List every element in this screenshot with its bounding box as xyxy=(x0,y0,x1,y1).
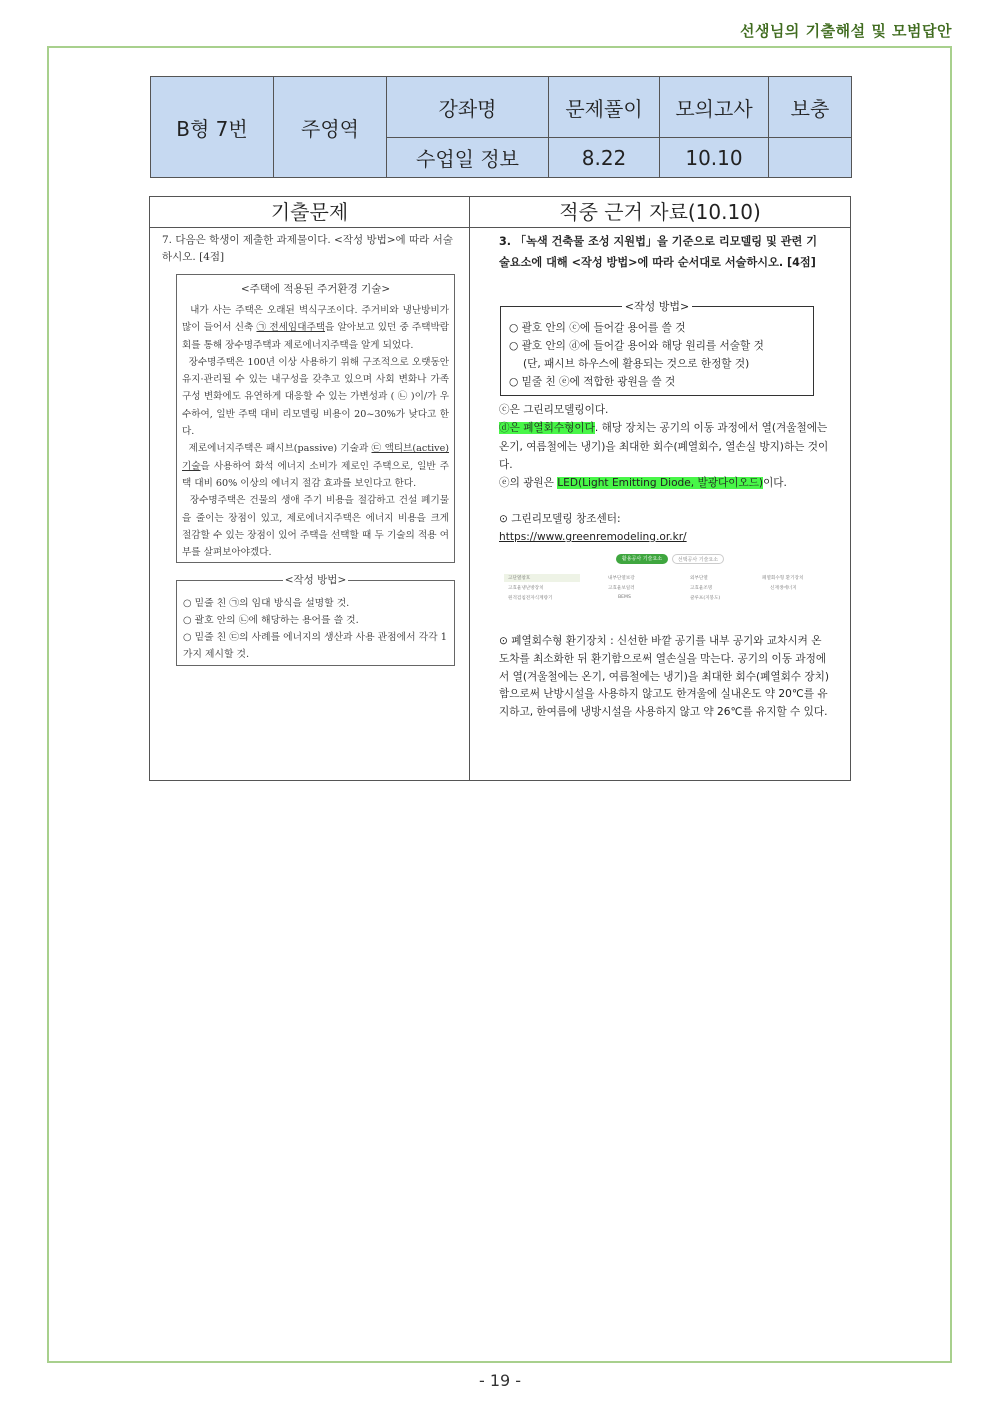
assignment-paragraph-1: 내가 사는 주택은 오래된 벽식구조이다. 주거비와 냉난방비가 많이 들어서 신축 ㉠ 전세임대주택을 알아보고 있던 중 주택박람회를 통해 장수명주택과 제로에너지주택을 알게 되었다. xyxy=(182,305,450,351)
assignment-body xyxy=(177,296,454,561)
material-method-item-2-note: (단, 패시브 하우스에 활용되는 것으로 한정할 것) xyxy=(523,358,750,370)
date-label-cell: 수업일 정보 xyxy=(387,138,549,178)
document-header-title: 선생님의 기출해설 및 모범답안 xyxy=(739,22,952,40)
material-method-title: <작성 방법> xyxy=(622,300,692,313)
page-number: - 19 - xyxy=(478,1371,522,1390)
column-divider xyxy=(469,197,470,780)
exam-method-title: <작성 방법> xyxy=(284,574,347,586)
exam-method-item-2: ○ 괄호 안의 ㉡에 해당하는 용어를 쓸 것. xyxy=(183,615,359,626)
material-method-item-2: ○ 괄호 안의 ⓓ에 들어갈 용어와 해당 원리를 서술할 것 xyxy=(509,340,764,352)
exam-question xyxy=(162,232,462,266)
material-header: 적중 근거 자료(10.10) xyxy=(559,200,761,224)
site-tab-optional[interactable]: 선택공사 기술요소 xyxy=(672,554,724,564)
material-method-item-3: ○ 밑줄 친 ⓔ에 적합한 광원을 쓸 것 xyxy=(509,376,676,388)
assignment-paragraph-3: 제로에너지주택은 패시브(passive) 기술과 ㉢ 액티브(active) 기술을 사용하여 화석 에너지 소비가 제로인 주택으로, 일반 주택 대비 60% 이상의 에너지 절감 효과를 보인다고 한다. xyxy=(182,443,449,489)
material-method-item-1: ○ 괄호 안의 ⓒ에 들어갈 용어를 쓸 것 xyxy=(509,322,686,334)
date3-cell xyxy=(769,138,852,178)
item-cell: B형 7번 xyxy=(151,77,274,178)
answer-3: ⓔ의 광원은 LED(Light Emitting Diode, 발광다이오드)이다. xyxy=(499,477,787,489)
website-screenshot: 활용공사 기술요소 선택공사 기술요소 고단열창호 내부단열보강 외부단열 폐열회수형 환기장치 고효율냉난방장치 고효율보일러 고효율조명 신재생에너지 원격검침전자식계량기 BEMS 쿨루프(지붕도) xyxy=(500,548,830,612)
course-col1-cell: 문제풀이 xyxy=(549,77,660,138)
site-tab-required[interactable]: 활용공사 기술요소 xyxy=(616,554,668,564)
date1-cell: 8.22 xyxy=(549,138,660,178)
domain-cell: 주영역 xyxy=(274,77,387,178)
assignment-paragraph-2: 장수명주택은 100년 이상 사용하기 위해 구조적으로 오랫동안 유지·관리될 수 있는 내구성을 갖추고 있으며 사회 변화나 가족구성 변화에도 유연하게 대응할 수 있는 가변성과 ( ㉡ )이/가 우수하여, 일반 주택 대비 리모델링 비용이 20~30%가 낮다고 한다. xyxy=(182,356,450,438)
date2-cell: 10.10 xyxy=(660,138,769,178)
center-label: ⊙ 그린리모델링 창조센터: xyxy=(499,513,621,525)
answer-2: ⓓ은 폐열회수형이다. 해당 장치는 공기의 이동 과정에서 열(겨울철에는 온기, 여름철에는 냉기)을 최대한 회수(폐열회수, 열손실 방지)하는 것이다. xyxy=(499,422,829,471)
exam-method-list xyxy=(177,581,454,663)
lesson-info-table xyxy=(150,76,852,178)
exam-method-item-1: ○ 밑줄 친 ㉠의 임대 방식을 설명할 것. xyxy=(183,598,350,609)
answer-2-highlight: ⓓ은 폐열회수형이다 xyxy=(499,422,595,434)
exam-method-item-3: ○ 밑줄 친 ㉢의 사례를 에너지의 생산과 사용 관점에서 각각 1가지 제시할 것. xyxy=(183,632,447,660)
comparison-header-row xyxy=(150,197,850,228)
ventilation-note: ⊙ 폐열회수형 환기장치 : 신선한 바깥 공기를 내부 공기와 교차시켜 온도차를 최소화한 뒤 환기함으로써 열손실을 막는다. 공기의 이동 과정에서 열(겨울철에는 온기, 여름철에는 냉기)을 최대한 회수(폐열회수 장치)함으로써 난방시설을 사용하지 않고도 한겨울에 실내온도 약 20℃를 유지하고, 한여름에 냉방시설을 사용하지 않고 약 26℃를 유지할 수 있다. xyxy=(499,635,830,719)
exam-method-box xyxy=(176,574,455,666)
exam-header: 기출문제 xyxy=(270,200,349,224)
center-url-link[interactable]: https://www.greenremodeling.or.kr/ xyxy=(499,531,687,543)
answer-1: ⓒ은 그린리모델링이다. xyxy=(499,404,609,416)
assignment-box-title: <주택에 적용된 주거환경 기술> xyxy=(240,283,391,295)
exam-question-text: 7. 다음은 학생이 제출한 과제물이다. <작성 방법>에 따라 서술하시오. [4점] xyxy=(162,234,453,263)
material-method-box xyxy=(500,300,814,396)
answer-3-highlight: LED(Light Emitting Diode, 발광다이오드) xyxy=(557,477,764,489)
assignment-box xyxy=(176,274,455,563)
material-question: 3. 「녹색 건축물 조성 지원법」을 기준으로 리모델링 및 관련 기술요소에 대해 <작성 방법>에 따라 순서대로 서술하시오. [4점] xyxy=(499,235,818,269)
assignment-paragraph-4: 장수명주택은 건물의 생애 주기 비용을 절감하고 건설 폐기물을 줄이는 장점이 있고, 제로에너지주택은 에너지 비용을 크게 절감할 수 있는 장점이 있어 주택을 선택할 때 두 기술의 적용 여부를 살펴보아야겠다. xyxy=(182,495,449,559)
material-method-list xyxy=(501,307,813,391)
course-col3-cell: 보충 xyxy=(769,77,852,138)
course-label-cell: 강좌명 xyxy=(387,77,549,138)
course-col2-cell: 모의고사 xyxy=(660,77,769,138)
